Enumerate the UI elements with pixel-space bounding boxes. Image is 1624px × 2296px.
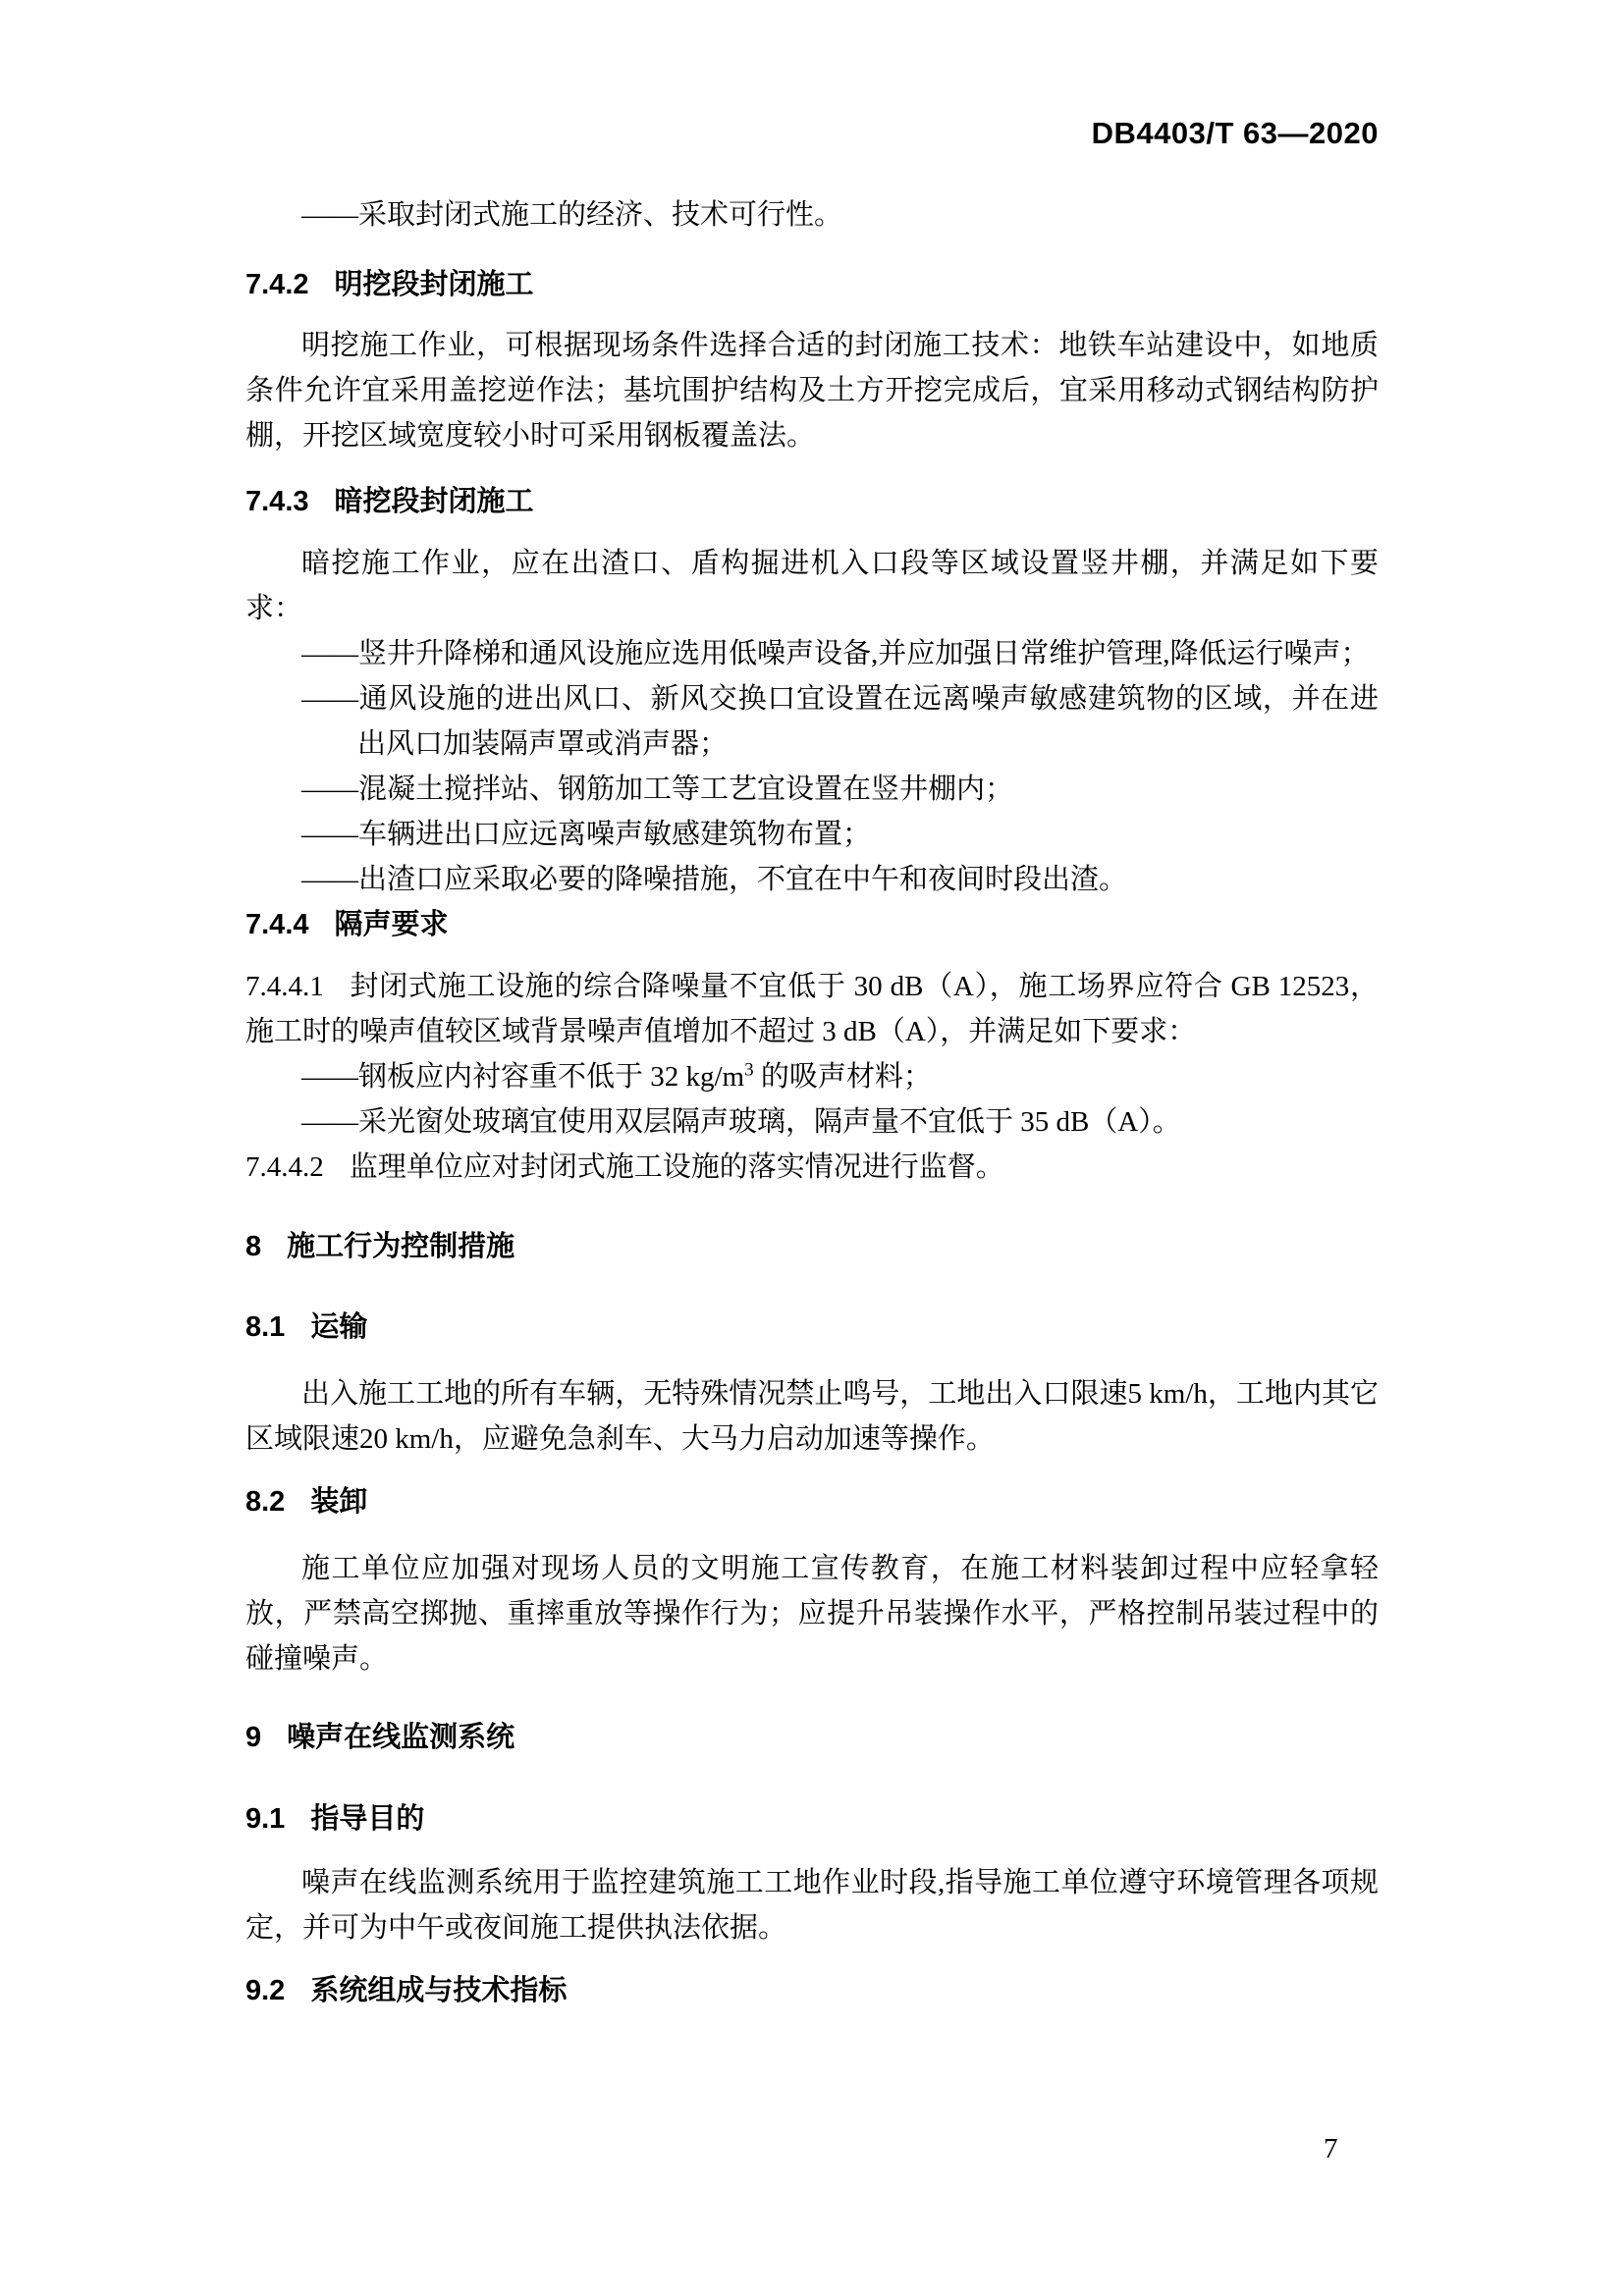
heading-8-1 — [245, 1305, 1379, 1350]
chapter-8-heading — [245, 1224, 1379, 1269]
heading-number: 9 — [245, 1722, 262, 1753]
heading-9-2 — [245, 1968, 1379, 2013]
dash-clause: ——通风设施的进出风口、新风交换口宜设置在远离噪声敏感建筑物的区域，并在进出风口加装隔声罩或消声器； — [301, 683, 1379, 760]
heading-title: 暗挖段封闭施工 — [334, 486, 534, 517]
doc-number: DB4403/T 63—2020 — [1091, 116, 1379, 150]
dash-clause: ——采取封闭式施工的经济、技术可行性。 — [301, 199, 843, 231]
heading-title: 装卸 — [310, 1486, 368, 1518]
paragraph: 明挖施工作业，可根据现场条件选择合适的封闭施工技术：地铁车站建设中，如地质条件允许宜采用盖挖逆作法；基坑围护结构及土方开挖完成后，宜采用移动式钢结构防护棚，开挖区域宽度较小时可采用钢板覆盖法。 — [245, 330, 1379, 452]
heading-title: 隔声要求 — [334, 909, 449, 940]
heading-title: 施工行为控制措施 — [287, 1231, 515, 1262]
heading-7-4-4 — [245, 902, 1379, 947]
clause-text: 的吸声材料； — [753, 1061, 932, 1093]
heading-number: 7.4.2 — [245, 269, 309, 300]
clause-text: ——钢板应内衬容重不低于 32 kg/m — [301, 1061, 745, 1093]
dash-clause: ——混凝土搅拌站、钢筋加工等工艺宜设置在竖井棚内； — [301, 774, 1014, 805]
heading-title: 明挖段封闭施工 — [334, 269, 534, 300]
page-number: 7 — [1324, 2133, 1338, 2164]
heading-title: 运输 — [310, 1311, 368, 1343]
dash-clause — [245, 1054, 1379, 1099]
dash-clause: ——采光窗处玻璃宜使用双层隔声玻璃，隔声量不宜低于 35 dB（A）。 — [301, 1106, 1181, 1138]
chapter-9-heading — [245, 1715, 1379, 1760]
clause-text: 监理单位应对封闭式施工设施的落实情况进行监督。 — [349, 1151, 1004, 1183]
heading-number: 9.1 — [245, 1803, 286, 1835]
paragraph: 出入施工工地的所有车辆，无特殊情况禁止鸣号，工地出入口限速5 km/h，工地内其它区域限速20 km/h，应避免急刹车、大马力启动加速等操作。 — [245, 1378, 1379, 1455]
clause-number: 7.4.4.2 — [245, 1151, 324, 1183]
heading-number: 8.1 — [245, 1311, 286, 1343]
heading-title: 指导目的 — [310, 1803, 425, 1835]
dash-clause: ——出渣口应采取必要的降噪措施，不宜在中午和夜间时段出渣。 — [301, 864, 1128, 895]
heading-number: 7.4.3 — [245, 486, 309, 517]
clause-7-4-4-2 — [245, 1145, 1379, 1190]
heading-number: 7.4.4 — [245, 909, 309, 940]
paragraph: 施工单位应加强对现场人员的文明施工宣传教育，在施工材料装卸过程中应轻拿轻放，严禁高空掷抛、重摔重放等操作行为；应提升吊装操作水平，严格控制吊装过程中的碰撞噪声。 — [245, 1553, 1379, 1675]
clause-text: 封闭式施工设施的综合降噪量不宜低于 30 dB（A），施工场界应符合 GB 12523，施工时的噪声值较区域背景噪声值增加不超过 3 dB（A），并满足如下要求： — [245, 971, 1379, 1047]
heading-number: 8 — [245, 1231, 262, 1262]
clause-number: 7.4.4.1 — [245, 971, 324, 1002]
heading-7-4-2 — [245, 262, 1379, 307]
superscript: 3 — [744, 1059, 754, 1081]
heading-number: 9.2 — [245, 1975, 286, 2006]
clause-7-4-4-1 — [245, 964, 1379, 1054]
heading-8-2 — [245, 1479, 1379, 1524]
heading-7-4-3 — [245, 479, 1379, 524]
paragraph: 噪声在线监测系统用于监控建筑施工工地作业时段,指导施工单位遵守环境管理各项规定，并可为中午或夜间施工提供执法依据。 — [245, 1867, 1379, 1944]
heading-title: 噪声在线监测系统 — [287, 1722, 515, 1753]
dash-clause: ——竖井升降梯和通风设施应选用低噪声设备,并应加强日常维护管理,降低运行噪声； — [301, 638, 1370, 669]
paragraph: 暗挖施工作业，应在出渣口、盾构掘进机入口段等区域设置竖井棚，并满足如下要求： — [245, 548, 1379, 624]
heading-title: 系统组成与技术指标 — [310, 1975, 568, 2006]
dash-clause: ——车辆进出口应远离噪声敏感建筑物布置； — [301, 819, 872, 850]
heading-number: 8.2 — [245, 1486, 286, 1518]
heading-9-1 — [245, 1796, 1379, 1842]
